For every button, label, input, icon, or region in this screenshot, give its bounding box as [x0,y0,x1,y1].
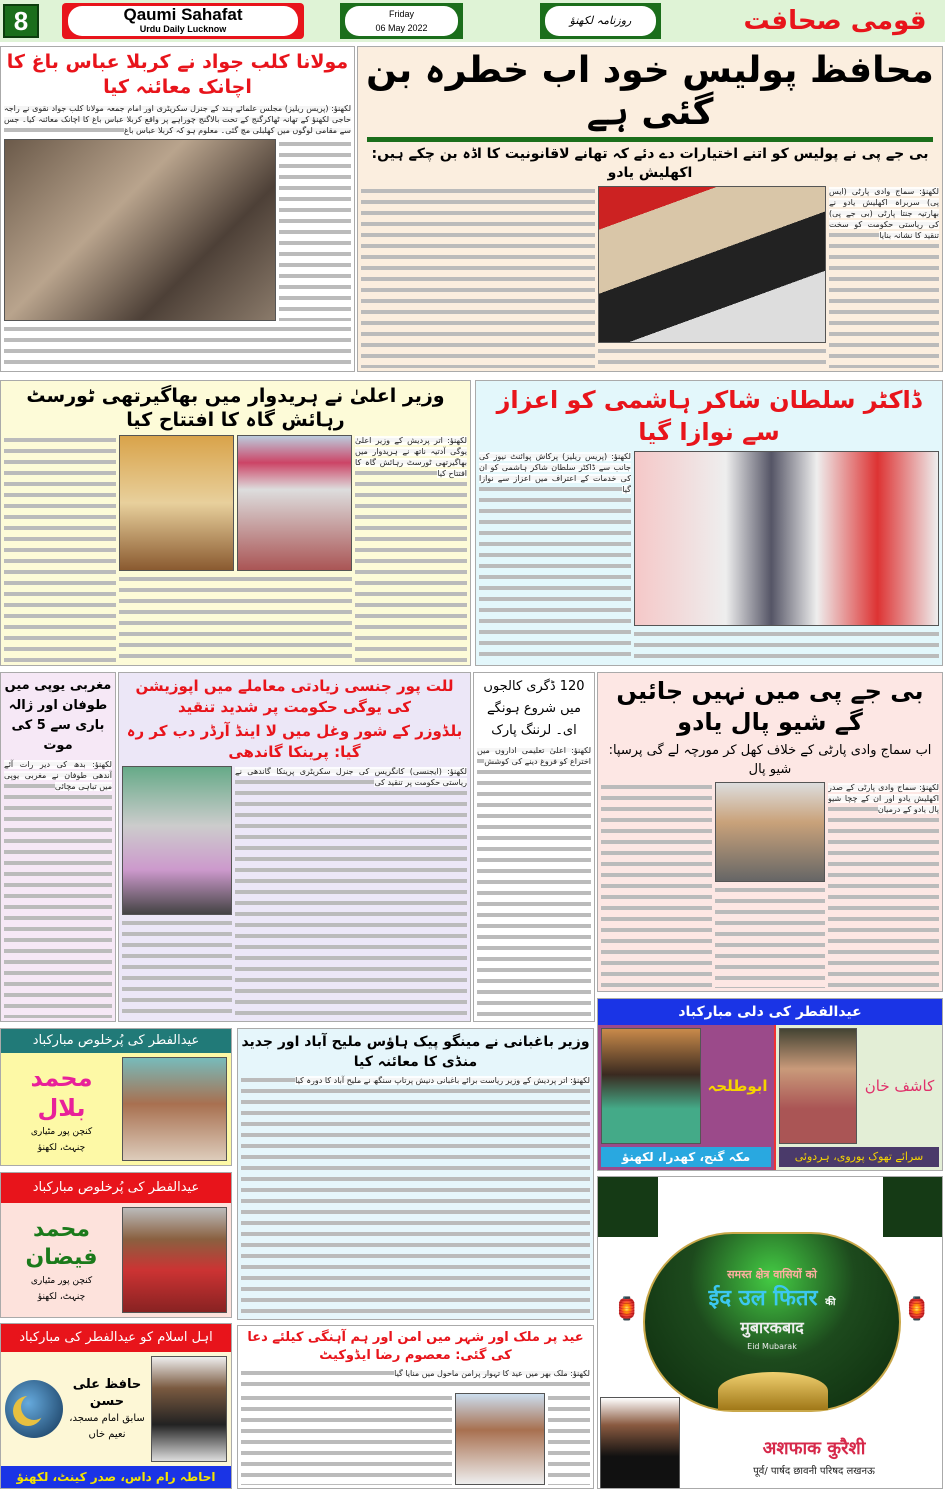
left-headline: مولانا کلب جواد نے کربلا عباس باغ کا اچانک معائنہ کیا [6,51,349,98]
corner-decoration [598,1177,658,1237]
award-body: لکھنؤ: (پریس ریلیز) پرکاش پوائنٹ نیوز کی جانب سے ڈاکٹر سلطان شاکر ہاشمی کو ان کی خدمات کے اعتراف میں اعزاز سے نوازا گیا [479,451,631,662]
ad-name: حافظ علی حسن [72,1377,142,1409]
ad-header: عیدالفطر کی پُرخلوص مبارکباد [1,1029,231,1053]
corner-decoration [883,1177,943,1237]
eid-body: لکھنؤ: ملک بھر میں عید کا تہوار پرامن ماحول میں منایا گیا [241,1368,590,1390]
shivpal-subhead: اب سماج وادی پارٹی کے خلاف کھل کر مورچہ لے گی پرسپا: شیو پال [608,743,932,777]
mango-story [237,1028,594,1320]
ad-name-a: ابوطلحہ [707,1077,768,1095]
elearning-headline: 120 ڈگری کالجوں میں شروع ہونگے ای۔ لرننگ پارک [483,679,585,738]
divider [367,137,933,142]
mosque-icon [718,1372,828,1410]
lead-headline: محافظ پولیس خود اب خطرہ بن گئی ہے [366,50,934,133]
storm-headline: مغربی یوپی میں طوفان اور ژالہ باری سے 5 کی موت [4,678,112,753]
shivpal-story [597,672,943,992]
ad-header: عیدالفطر کی دلی مبارکباد [598,999,942,1025]
ad-name-b: کاشف خان [864,1077,935,1095]
priyanka-subhead: بلڈوزر کے شور وغل میں لا اینڈ آرڈر دب کر رہ گیا: پرینکا گاندھی [126,722,463,761]
storm-story [0,672,116,1022]
subtitle-en: Urdu Daily Lucknow [139,24,227,34]
lantern-icon: 🏮 [613,1297,641,1322]
roznama-box [540,3,661,39]
photo-priyanka [122,766,232,915]
left-body: لکھنؤ: (پریس ریلیز) مجلس علمائے ہند کے جنرل سکریٹری اور امام جمعہ مولانا کلب جواد نقوی نے راجہ حاجی لکھنؤ کے تھانہ ٹھاکرگنج کے تحت بالاگنج چوراہے پر واقع کربلا عباس باغ کا اچانک معائنہ کیا۔ جس سے مقامی لوگوں میں کھلبلی مچ گئی۔ معلوم ہو کہ کربلا عباس باغ [4,104,351,135]
storm-body: لکھنؤ: بدھ کی دیر رات آئے آندھی طوفان نے مغربی یوپی میں تباہی مچائی [4,759,112,1018]
eid-story [237,1325,594,1489]
shivpal-headline: بی جے پی میں نہیں جائیں گے شیو پال یادو [616,677,924,736]
cm-story [0,380,471,666]
ad-header: عیدالفطر کی پُرخلوص مبارکباد [1,1173,231,1203]
ad-name: محمد بلال [30,1064,93,1122]
ad-place-b: سرائے تھوک پوروی، ہردوئی [779,1147,939,1167]
lead-body: لکھنؤ: سماج وادی پارٹی (ایس پی) سربراہ اکھلیش یادو نے بھارتیہ جنتا پارٹی (بی جے پی) کی ریاستی حکومت کو سخت تنقید کا نشانہ بنایا [829,186,939,368]
award-story [475,380,943,666]
lead-story [357,46,943,372]
ad-place-a: مکہ گنج، کھدرا، لکھنؤ [601,1147,771,1167]
mango-body: لکھنؤ: اتر پردیش کے وزیر ریاست برائے باغبانی دنیش پرتاپ سنگھ نے ملیح آباد کا دورہ کیا [241,1075,590,1316]
photo-ashfaq [600,1397,680,1489]
page-number: 8 [3,4,39,38]
roznama-label: روزنامہ لکھنؤ [545,6,656,36]
cm-headline: وزیر اعلیٰ نے ہریدوار میں بھاگیرتھی ٹورسٹ رہائش گاہ کا افتتاح کیا [26,385,445,431]
title-urdu-logo: قومی صحافت [743,6,927,36]
ad-mohammad-faizan: عیدالفطر کی پُرخلوص مبارکباد محمد فیضان کنچن پور مٹیاری چنہٹ، لکھنؤ [0,1172,232,1318]
ad-eid-greetings-two [597,998,943,1171]
ad-name: محمد فیضان [25,1217,98,1270]
photo-cm-ribbon [119,435,234,571]
ad-hafiz-ali-hasan: اہل اسلام کو عیدالفطر کی مبارکباد حافظ علی حسن سابق امام مسجد، نعیم خاں احاطہ رام داس، صدر کینٹ، لکھنؤ [0,1323,232,1489]
photo-bilal [122,1057,227,1161]
photo-masoom-raza [455,1393,545,1485]
eid-headline: عید پر ملک اور شہر میں امن اور ہم آہنگی کیلئے دعا کی گئی: معصوم رضا ایڈوکیٹ [247,1330,584,1363]
shivpal-body: لکھنؤ: سماج وادی پارٹی کے صدر اکھلیش یادو اور ان کے چچا شیو پال یادو کے درمیان [828,782,939,988]
title-box [62,3,304,39]
issue-date: 06 May 2022 [375,23,428,33]
ad-footer: احاطہ رام داس، صدر کینٹ، لکھنؤ [1,1466,231,1488]
ad-header: اہل اسلام کو عیدالفطر کی مبارکباد [1,1324,231,1352]
issue-day: Friday [388,9,414,19]
lantern-icon: 🏮 [903,1297,931,1322]
photo-kashif-khan [779,1028,857,1144]
cm-body: لکھنؤ: اتر پردیش کے وزیر اعلیٰ یوگی آدتیہ ناتھ نے ہریدوار میں بھاگیرتھی ٹورسٹ رہائش گاہ کا افتتاح کیا [355,435,467,662]
photo-maulana [4,139,276,321]
photo-shivpal [715,782,825,882]
priyanka-headline: للت پور جنسی زیادتی معاملے میں اپوزیشن کی یوگی حکومت پر شدید تنقید [135,677,454,716]
ad-eid-ashfaq-qureshi: 🏮 🏮 समस्त क्षेत्र वासियों को ईद उल फितर की मुबारकबाद Eid Mubarak अशफाक कुरैशी पूर्व/ पार्षद छावनी परिषद लखनऊ [597,1176,943,1489]
lead-subhead: بی جے پی نے پولیس کو اتنے اختیارات دے دئے کہ تھانے لاقانونیت کا اڈہ بن چکے ہیں: اکھلیش یادو [371,146,929,181]
title-en: Qaumi Sahafat [123,5,243,24]
award-headline: ڈاکٹر سلطان شاکر ہاشمی کو اعزاز سے نوازا گیا [496,386,922,446]
ad-name: अशफाक कुरैशी [762,1438,866,1459]
elearning-body: لکھنؤ: اعلیٰ تعلیمی اداروں میں اختراع کو فروغ دینے کی کوشش [477,745,591,1018]
photo-award [634,451,939,626]
photo-building [237,435,352,571]
elearning-story [473,672,595,1022]
priyanka-story [118,672,471,1022]
ad-mohammad-bilal: عیدالفطر کی پُرخلوص مبارکباد محمد بلال کنچن پور مٹیاری چنہٹ، لکھنؤ [0,1028,232,1166]
mango-headline: وزیر باغبانی نے مینگو پیک ہاؤس ملیح آباد اور جدید منڈی کا معائنہ کیا [241,1034,590,1070]
photo-akhilesh [598,186,826,343]
priyanka-body: لکھنؤ: (ایجنسی) کانگریس کی جنرل سکریٹری پرینکا گاندھی نے ریاستی حکومت پر تنقید کی [235,766,467,1018]
photo-faizan [122,1207,227,1313]
photo-abu-talha [601,1028,701,1144]
photo-hafiz [151,1356,227,1462]
date-box [340,3,463,39]
masthead [0,0,945,42]
crescent-moon-icon [5,1380,63,1438]
left-story [0,46,355,372]
